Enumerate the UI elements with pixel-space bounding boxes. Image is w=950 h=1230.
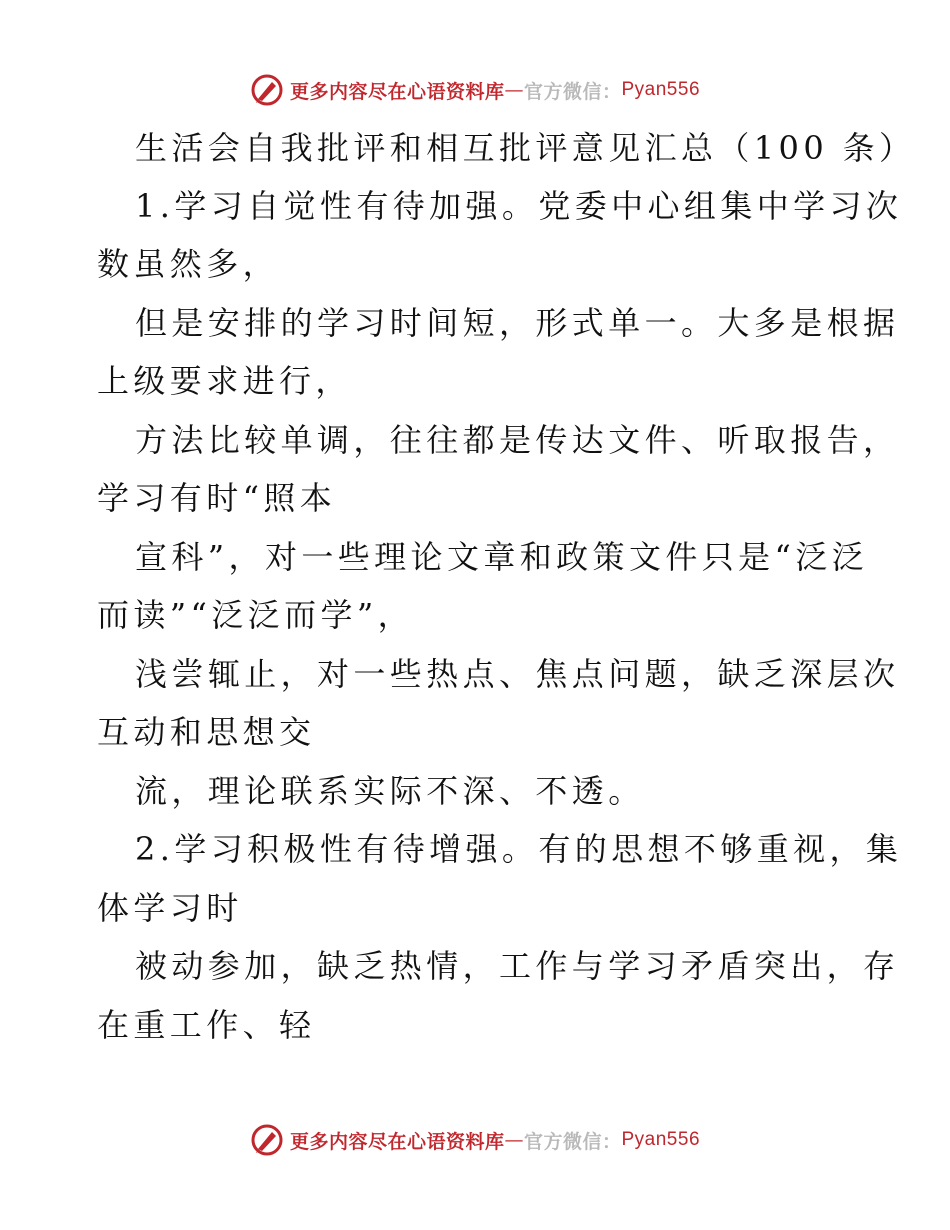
- watermark-wechat-id: Pyan556: [621, 1129, 701, 1150]
- paragraph-line: 被动参加，缺乏热情，工作与学习矛盾突出，存: [135, 947, 900, 985]
- watermark-dash: —: [504, 79, 524, 101]
- paragraph-line: 数虽然多，: [97, 245, 280, 283]
- pen-logo-icon: [250, 1123, 284, 1157]
- paragraph-line: 流，理论联系实际不深、不透。: [135, 772, 645, 810]
- paragraph-line: 但是安排的学习时间短，形式单一。大多是根据: [135, 304, 900, 342]
- paragraph-line: 在重工作、轻: [97, 1006, 316, 1044]
- footer-watermark: [0, 1122, 950, 1158]
- paragraph-line: 互动和思想交: [97, 713, 316, 751]
- paragraph-line: 2.学习积极性有待增强。有的思想不够重视，集: [135, 830, 903, 868]
- header-watermark: [0, 72, 950, 108]
- watermark-main-text: 更多内容尽在心语资料库: [289, 1130, 505, 1153]
- paragraph-line: 方法比较单调，往往都是传达文件、听取报告，: [135, 421, 900, 459]
- paragraph-line: 宣科”，对一些理论文章和政策文件只是“泛泛: [135, 538, 869, 576]
- paragraph-line: 上级要求进行，: [97, 362, 352, 400]
- watermark-wechat-id: Pyan556: [621, 79, 701, 100]
- pen-logo-icon: [250, 73, 284, 107]
- paragraph-line: 浅尝辄止，对一些热点、焦点问题，缺乏深层次: [135, 655, 900, 693]
- paragraph-line: 而读”“泛泛而学”，: [97, 596, 415, 634]
- watermark-dash: —: [504, 1129, 524, 1151]
- paragraph-line: 学习有时“照本: [97, 479, 337, 517]
- paragraph-line: 1.学习自觉性有待加强。党委中心组集中学习次: [135, 187, 903, 225]
- watermark-label: 官方微信：: [523, 1130, 622, 1153]
- paragraph-line: 体学习时: [97, 889, 243, 927]
- document-title: 生活会自我批评和相互批评意见汇总（100 条）: [135, 129, 916, 167]
- watermark-main-text: 更多内容尽在心语资料库: [289, 80, 505, 103]
- watermark-label: 官方微信：: [523, 80, 622, 103]
